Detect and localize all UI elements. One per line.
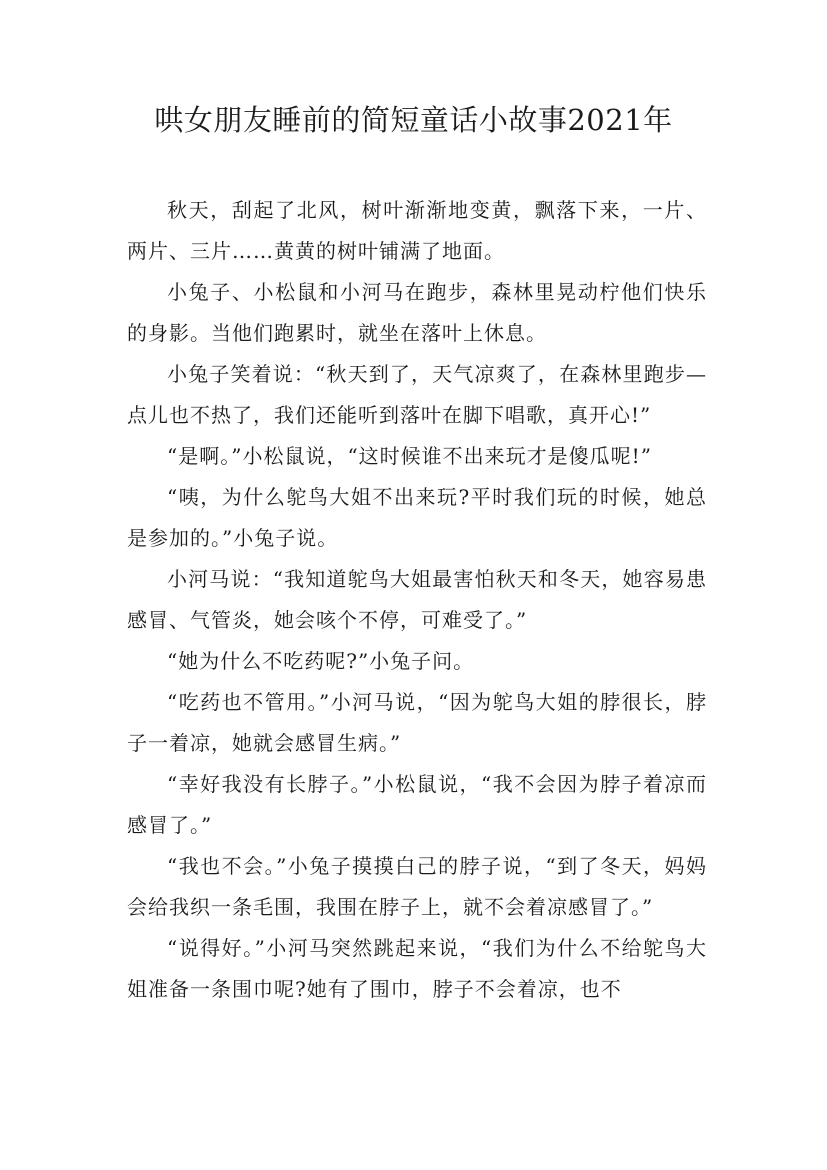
paragraph: “咦，为什么鸵鸟大姐不出来玩?平时我们玩的时候，她总是参加的。”小兔子说。 [127, 485, 707, 550]
document-body [127, 190, 707, 1010]
paragraph: “是啊。”小松鼠说，“这时候谁不出来玩才是傻瓜呢!” [167, 444, 652, 468]
paragraph: 小兔子、小松鼠和小河马在跑步，森林里晃动柠他们快乐的身影。当他们跑累时，就坐在落叶上休息。 [127, 280, 707, 345]
paragraph: 秋天，刮起了北风，树叶渐渐地变黄，飘落下来，一片、两片、三片……黄黄的树叶铺满了地面。 [127, 198, 707, 263]
paragraph: “吃药也不管用。”小河马说，“因为鸵鸟大姐的脖很长，脖子一着凉，她就会感冒生病。” [127, 690, 707, 755]
paragraph: “幸好我没有长脖子。”小松鼠说，“我不会因为脖子着凉而感冒了。” [127, 772, 707, 837]
paragraph: “我也不会。”小兔子摸摸白己的脖子说，“到了冬天，妈妈会给我织一条毛围，我围在脖子上，就不会着凉感冒了。” [127, 854, 707, 919]
paragraph: “说得好。”小河马突然跳起来说，“我们为什么不给鸵鸟大姐准备一条围巾呢?她有了围巾，脖子不会着凉，也不 [127, 936, 707, 1001]
paragraph: 小河马说：“我知道鸵鸟大姐最害怕秋天和冬天，她容易患感冒、气管炎，她会咳个不停，可难受了。” [127, 567, 707, 632]
document-title: 哄女朋友睡前的简短童话小故事2021年 [154, 103, 673, 137]
paragraph: 小兔子笑着说：“秋天到了，天气凉爽了，在森林里跑步—点儿也不热了，我们还能听到落叶在脚下唱歌，真开心!” [127, 362, 707, 427]
paragraph: “她为什么不吃药呢?”小兔子问。 [167, 649, 475, 673]
